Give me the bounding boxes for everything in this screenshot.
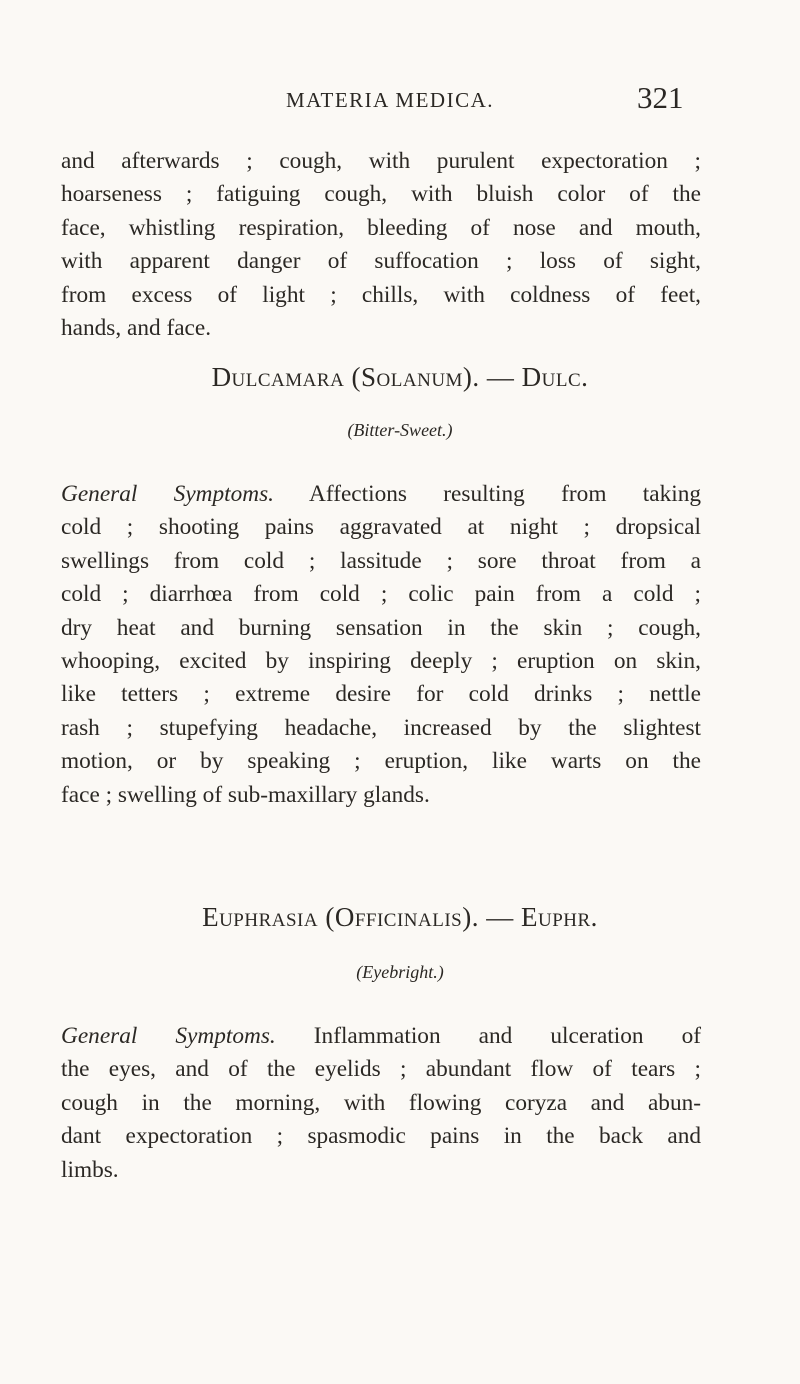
text-line: from excess of light ; chills, with coldness of feet, <box>61 281 701 308</box>
text-line: motion, or by speaking ; eruption, like warts on the <box>61 748 701 775</box>
text-line: cough in the morning, with flowing coryza and abun- <box>61 1089 701 1116</box>
remedy-heading-euphrasia <box>0 902 800 933</box>
symptoms-paragraph-euphrasia <box>61 1020 701 1187</box>
continuation-paragraph <box>61 145 701 345</box>
symptoms-paragraph-dulcamara <box>61 478 701 812</box>
text-line: swellings from cold ; lassitude ; sore throat from a <box>61 547 701 574</box>
remedy-heading-text: Euphrasia (Officinalis). — Euphr. <box>202 902 598 932</box>
text-line: rash ; stupefying headache, increased by the slightest <box>61 714 701 741</box>
common-name-dulcamara: (Bitter-Sweet.) <box>347 420 453 440</box>
common-name-euphrasia: (Eyebright.) <box>356 962 444 982</box>
text-line: cold ; diarrhœa from cold ; colic pain from a cold ; <box>61 581 701 608</box>
text-line: dant expectoration ; spasmodic pains in the back and <box>61 1123 701 1150</box>
remedy-heading-dulcamara <box>0 362 800 393</box>
text-line: cold ; shooting pains aggravated at night ; dropsical <box>61 514 701 541</box>
remedy-heading-text: Dulcamara (Solanum). — Dulc. <box>211 362 589 392</box>
text-line: limbs. <box>61 1156 119 1183</box>
section-lead: General Symptoms. <box>61 1023 276 1049</box>
running-title: MATERIA MEDICA. <box>286 88 495 112</box>
text-line <box>61 1020 701 1053</box>
text-line: and afterwards ; cough, with purulent expectoration ; <box>61 148 701 174</box>
text-line: the eyes, and of the eyelids ; abundant flow of tears ; <box>61 1056 701 1083</box>
text-line: hoarseness ; fatiguing cough, with bluish color of the <box>61 181 701 208</box>
section-lead: General Symptoms. <box>61 481 274 507</box>
text-line: with apparent danger of suffocation ; loss of sight, <box>61 248 701 275</box>
first-line-text: Affections resulting from taking <box>309 481 702 507</box>
first-line-text: Inflammation and ulceration of <box>313 1023 701 1049</box>
text-line: face, whistling respiration, bleeding of nose and mouth, <box>61 214 701 241</box>
text-line: like tetters ; extreme desire for cold drinks ; nettle <box>61 681 701 708</box>
text-line: whooping, excited by inspiring deeply ; eruption on skin, <box>61 648 701 675</box>
text-line: hands, and face. <box>61 315 212 342</box>
page-number: 321 <box>637 80 684 115</box>
text-line <box>61 478 701 511</box>
text-line: dry heat and burning sensation in the skin ; cough, <box>61 614 701 641</box>
text-line: face ; swelling of sub-maxillary glands. <box>61 781 430 808</box>
